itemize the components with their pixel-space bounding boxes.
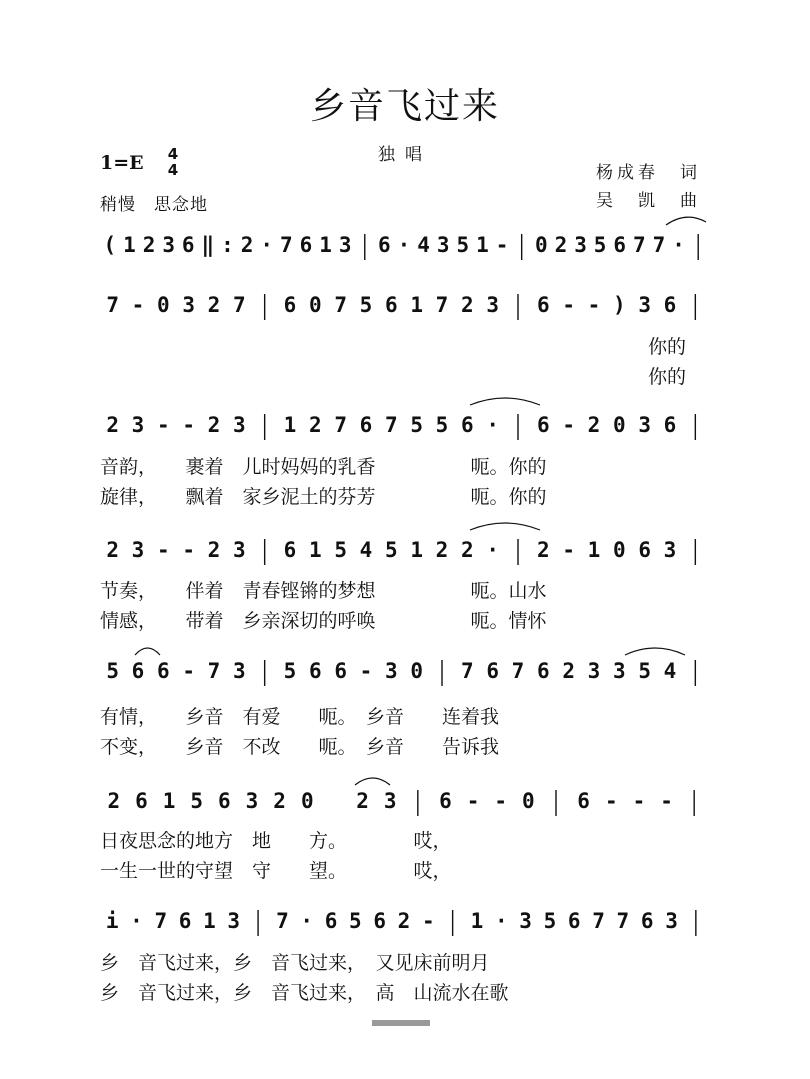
note-symbol: 0 [534,233,548,257]
note-symbol: · [494,909,508,933]
note-symbol: · [260,233,274,257]
performance-type: 独唱 [378,145,432,165]
note-symbol: 0 [157,293,170,317]
slur-mark [625,648,685,655]
note-symbol: 3 [233,413,246,437]
note-symbol: - [587,293,601,317]
note-symbol: 3 [638,293,651,317]
note-symbol: 5 [283,659,297,683]
note-symbol: 2 [107,789,121,813]
note-symbol: 5 [385,538,398,562]
lyric-line: 节奏， 伴着 青春铿锵的梦想 呃。山水 [100,580,547,602]
note-symbol: 1 [587,538,601,562]
note-symbol: 3 [162,233,175,257]
note-symbol: 6 [178,909,192,933]
lyric-line: 不变， 乡音 不改 呃。 乡音 告诉我 [100,736,500,758]
note-symbol: 3 [385,659,398,683]
note-symbol: · [486,538,499,562]
note-symbol: 6 [283,293,297,317]
composer-credit: 吴 凯 曲 [596,191,701,211]
note-symbol: 5 [638,659,651,683]
note-symbol: 5 [359,293,373,317]
note-symbol: 3 [665,909,678,933]
note-symbol: 3 [131,413,145,437]
lyricist-credit: 杨成春 词 [596,163,701,183]
score-system [103,233,698,260]
note-symbol: 6 [577,789,590,813]
note-symbol: 7 [154,909,168,933]
note-symbol: 3 [245,789,259,813]
note-symbol: 1 [470,909,484,933]
note-symbol: 2 [106,413,119,437]
note-symbol: 3 [233,538,246,562]
slur-mark [666,217,706,225]
note-symbol: 7 [276,909,289,933]
note-symbol: - [421,909,435,933]
note-symbol: 6 [359,413,373,437]
note-symbol: 2 [273,789,286,813]
note-symbol: ) [613,293,626,317]
note-symbol: ‖ [201,233,215,257]
note-symbol: 2 [537,538,550,562]
note-symbol: 3 [519,909,532,933]
note-symbol: 5 [190,789,204,813]
note-symbol: 3 [613,659,626,683]
note-symbol: · [672,233,685,257]
note-symbol: 3 [638,413,651,437]
lyric-line: 日夜思念的地方 地 方。 哎， [100,830,452,852]
note-symbol: : [221,233,234,257]
note-symbol: 6 [181,233,195,257]
note-symbol: 6 [299,233,313,257]
tempo-marking: 稍慢 思念地 [100,195,208,215]
note-symbol: - [632,789,646,813]
note-symbol: 4 [663,659,677,683]
note-symbol: 3 [486,293,499,317]
slur-mark [135,648,160,655]
note-symbol: · [397,233,411,257]
note-symbol: 1 [162,789,176,813]
note-symbol: 7 [207,659,221,683]
note-symbol: 2 [554,233,568,257]
note-symbol: 2 [207,538,221,562]
note-symbol: 2 [240,233,254,257]
score-system [106,413,695,440]
note-symbol: 1 [410,293,423,317]
note-symbol: 6 [638,538,651,562]
note-symbol: 7 [334,413,347,437]
note-symbol: 6 [439,789,452,813]
score-system [106,538,695,565]
note-symbol: 6 [283,538,297,562]
note-symbol: 2 [142,233,156,257]
note-symbol: 6 [309,659,322,683]
note-symbol: · [300,909,314,933]
note-symbol: 2 [587,413,601,437]
note-symbol: 2 [309,413,322,437]
note-symbol: 2 [435,538,449,562]
note-symbol: 6 [131,659,145,683]
note-symbol: 6 [613,233,627,257]
note-symbol: 5 [334,538,347,562]
note-symbol: 2 [207,293,221,317]
note-symbol: 6 [324,909,338,933]
note-symbol: 5 [456,233,470,257]
note-symbol: i [105,909,119,933]
score-system [106,293,695,320]
note-symbol: 5 [410,413,423,437]
lyric-line: 一生一世的守望 守 望。 哎， [100,860,452,882]
note-symbol: - [562,413,575,437]
note-symbol: - [157,413,170,437]
note-symbol: 6 [640,909,654,933]
note-symbol: 3 [574,233,587,257]
note-symbol: 1 [123,233,136,257]
note-symbol: 0 [613,413,626,437]
note-symbol: - [562,538,575,562]
note-symbol: 6 [486,659,499,683]
note-symbol: 2 [461,293,474,317]
score-system [106,659,695,686]
note-symbol: 6 [378,233,391,257]
page-footer-bar [372,1020,430,1026]
note-symbol: 6 [663,293,677,317]
note-symbol: - [604,789,618,813]
slur-mark [355,778,390,785]
note-symbol: 7 [435,293,449,317]
note-symbol: 6 [385,293,398,317]
note-symbol: 2 [207,413,221,437]
note-symbol: 1 [476,233,489,257]
note-symbol: 7 [106,293,119,317]
note-symbol: 0 [309,293,322,317]
note-symbol: ( [103,233,117,257]
lyric-line: 你的 [648,366,687,388]
score-system [107,789,694,816]
note-symbol: 1 [319,233,332,257]
note-symbol: 3 [663,538,677,562]
meter-top: 4 [167,145,179,163]
note-symbol: 7 [279,233,293,257]
note-symbol: 3 [383,789,397,813]
note-symbol: · [486,413,499,437]
note-symbol: 5 [435,413,449,437]
note-symbol: 6 [157,659,170,683]
note-symbol: - [494,789,508,813]
note-symbol: 2 [106,538,119,562]
note-symbol: 3 [131,538,145,562]
slur-mark [470,398,540,405]
note-symbol: - [660,789,673,813]
note-symbol: 7 [652,233,666,257]
lyric-line: 旋律， 飘着 家乡泥土的芬芳 呃。你的 [100,486,547,508]
note-symbol: 6 [663,413,677,437]
note-symbol: 6 [567,909,581,933]
key-signature: 1=E [100,152,144,174]
note-symbol: 6 [537,293,550,317]
note-symbol: - [131,293,145,317]
lyric-line: 有情， 乡音 有爱 呃。 乡音 连着我 [100,706,500,728]
note-symbol: 2 [356,789,369,813]
note-symbol: 5 [349,909,362,933]
note-symbol: 2 [461,538,474,562]
note-symbol: 7 [511,659,525,683]
slur-mark [470,523,540,530]
note-symbol: 0 [613,538,626,562]
note-symbol: 1 [283,413,297,437]
note-symbol: - [182,659,195,683]
note-symbol: 6 [218,789,231,813]
note-symbol: 4 [417,233,430,257]
note-symbol: 6 [334,659,347,683]
note-symbol: 7 [233,293,246,317]
score-system [106,909,696,936]
note-symbol: 6 [135,789,148,813]
note-symbol: 6 [537,659,550,683]
note-symbol: 6 [537,413,550,437]
note-symbol: 5 [106,659,119,683]
note-symbol: 1 [410,538,423,562]
lyric-line: 乡 音飞过来，乡 音飞过来， 高 山流水在歌 [100,982,509,1004]
note-symbol: 7 [616,909,630,933]
meter-bottom: 4 [167,161,179,179]
lyric-line: 情感， 带着 乡亲深切的呼唤 呃。情怀 [100,610,547,632]
note-symbol: 7 [633,233,646,257]
note-symbol: 0 [522,789,535,813]
note-symbol: 4 [359,538,373,562]
note-symbol: 3 [182,293,195,317]
note-symbol: 6 [461,413,474,437]
note-symbol: 1 [309,538,322,562]
note-symbol: 0 [300,789,314,813]
note-symbol: 3 [587,659,601,683]
note-symbol: 3 [233,659,246,683]
note-symbol: - [182,538,195,562]
note-symbol: 7 [461,659,474,683]
note-symbol: 3 [436,233,450,257]
note-symbol: 7 [385,413,398,437]
note-symbol: 0 [410,659,423,683]
note-symbol: 3 [227,909,241,933]
lyric-line: 音韵， 裹着 儿时妈妈的乳香 呃。你的 [100,456,547,478]
note-symbol: - [466,789,480,813]
note-symbol: · [130,909,143,933]
note-symbol: 2 [562,659,575,683]
note-symbol: 5 [543,909,557,933]
note-symbol: - [157,538,170,562]
note-symbol: - [495,233,509,257]
lyric-line: 乡 音飞过来，乡 音飞过来， 又见床前明月 [100,952,490,974]
note-symbol: 5 [593,233,607,257]
note-symbol: - [562,293,575,317]
note-symbol: 1 [203,909,216,933]
note-symbol: - [359,659,373,683]
note-symbol: 7 [592,909,605,933]
lyric-line: 你的 [648,336,687,358]
note-symbol: 2 [397,909,411,933]
note-symbol: 7 [334,293,347,317]
note-symbol: 6 [373,909,387,933]
song-title: 乡音飞过来 [309,86,500,127]
note-symbol: 3 [338,233,352,257]
note-symbol: - [182,413,195,437]
